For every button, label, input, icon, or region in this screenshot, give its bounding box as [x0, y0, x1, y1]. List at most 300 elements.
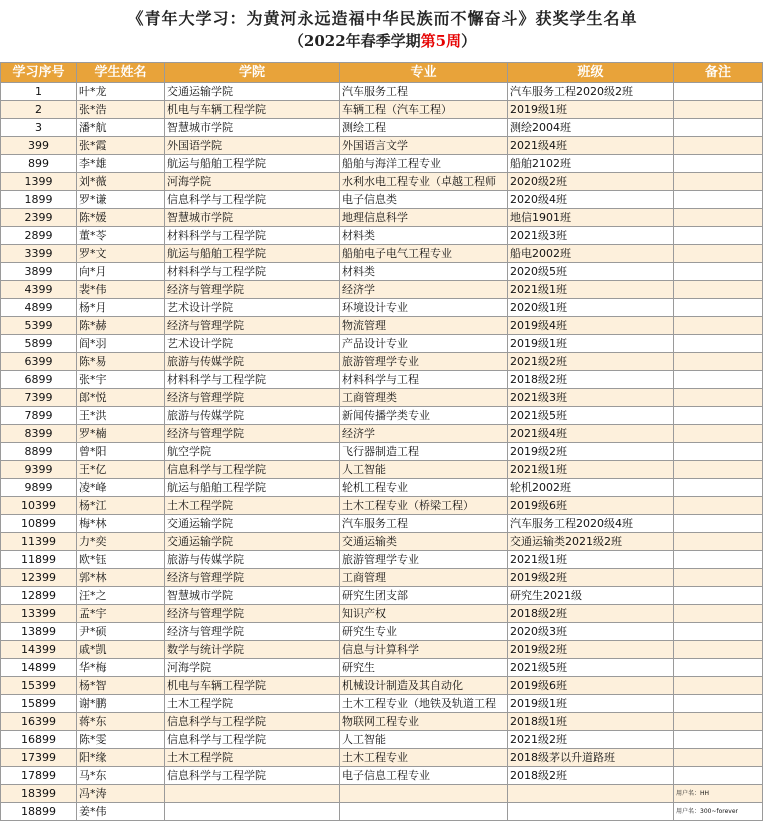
table-row [1, 371, 763, 389]
cell-note [674, 335, 763, 353]
winners-table [0, 62, 763, 821]
cell-seq: 4399 [1, 281, 77, 299]
cell-class: 2018级2班 [508, 605, 674, 623]
cell-name: 阎*羽 [77, 335, 165, 353]
table-row [1, 389, 763, 407]
cell-seq: 4899 [1, 299, 77, 317]
table-row [1, 335, 763, 353]
cell-seq: 9399 [1, 461, 77, 479]
cell-major: 机械设计制造及其自动化 [340, 677, 508, 695]
cell-note [674, 353, 763, 371]
cell-seq: 8399 [1, 425, 77, 443]
header-college: 学院 [165, 63, 340, 83]
cell-class: 2019级2班 [508, 569, 674, 587]
cell-major: 环境设计专业 [340, 299, 508, 317]
table-row [1, 155, 763, 173]
cell-note [674, 641, 763, 659]
cell-major: 知识产权 [340, 605, 508, 623]
cell-seq: 15399 [1, 677, 77, 695]
cell-class: 轮机2002班 [508, 479, 674, 497]
cell-class: 2019级6班 [508, 497, 674, 515]
cell-major: 新闻传播学类专业 [340, 407, 508, 425]
cell-class: 2021级1班 [508, 551, 674, 569]
cell-class: 测绘2004班 [508, 119, 674, 137]
cell-seq: 399 [1, 137, 77, 155]
cell-name: 蒋*东 [77, 713, 165, 731]
cell-name: 陈*赫 [77, 317, 165, 335]
cell-name: 罗*文 [77, 245, 165, 263]
cell-college: 材料科学与工程学院 [165, 371, 340, 389]
header-name: 学生姓名 [77, 63, 165, 83]
cell-college: 智慧城市学院 [165, 587, 340, 605]
cell-note [674, 461, 763, 479]
cell-note [674, 515, 763, 533]
cell-name: 陈*雯 [77, 731, 165, 749]
cell-name: 潘*航 [77, 119, 165, 137]
table-row [1, 551, 763, 569]
cell-note [674, 119, 763, 137]
cell-major: 轮机工程专业 [340, 479, 508, 497]
table-row [1, 569, 763, 587]
cell-college: 经济与管理学院 [165, 425, 340, 443]
cell-major [340, 785, 508, 803]
cell-name: 叶*龙 [77, 83, 165, 101]
cell-seq: 16399 [1, 713, 77, 731]
cell-seq: 12399 [1, 569, 77, 587]
cell-seq: 18899 [1, 803, 77, 821]
cell-name: 杨*月 [77, 299, 165, 317]
cell-note [674, 83, 763, 101]
cell-note [674, 533, 763, 551]
cell-major: 水利水电工程专业（卓越工程师 [340, 173, 508, 191]
cell-class: 汽车服务工程2020级2班 [508, 83, 674, 101]
cell-name: 冯*涛 [77, 785, 165, 803]
cell-seq: 7399 [1, 389, 77, 407]
cell-name: 阳*缘 [77, 749, 165, 767]
table-row [1, 209, 763, 227]
page-subtitle [0, 30, 765, 52]
cell-seq: 3 [1, 119, 77, 137]
table-row [1, 677, 763, 695]
cell-seq: 11899 [1, 551, 77, 569]
cell-class: 交通运输类2021级2班 [508, 533, 674, 551]
cell-note [674, 443, 763, 461]
cell-name: 王*洪 [77, 407, 165, 425]
table-row [1, 137, 763, 155]
cell-class: 2021级2班 [508, 353, 674, 371]
cell-major: 土木工程专业 [340, 749, 508, 767]
cell-college: 智慧城市学院 [165, 119, 340, 137]
cell-college: 经济与管理学院 [165, 623, 340, 641]
cell-college: 旅游与传媒学院 [165, 353, 340, 371]
cell-major: 研究生专业 [340, 623, 508, 641]
cell-college: 艺术设计学院 [165, 299, 340, 317]
cell-class [508, 803, 674, 821]
table-row [1, 263, 763, 281]
cell-name: 凌*峰 [77, 479, 165, 497]
cell-major: 土木工程专业（桥梁工程） [340, 497, 508, 515]
cell-name: 郭*林 [77, 569, 165, 587]
cell-note [674, 227, 763, 245]
cell-college: 航运与船舶工程学院 [165, 479, 340, 497]
table-row [1, 281, 763, 299]
table-row [1, 101, 763, 119]
cell-major: 测绘工程 [340, 119, 508, 137]
cell-name: 谢*鹏 [77, 695, 165, 713]
cell-note [674, 191, 763, 209]
cell-name: 张*宇 [77, 371, 165, 389]
cell-name: 戚*凯 [77, 641, 165, 659]
cell-name: 刘*薇 [77, 173, 165, 191]
cell-class: 2020级1班 [508, 299, 674, 317]
cell-college: 旅游与传媒学院 [165, 407, 340, 425]
cell-major: 物联网工程专业 [340, 713, 508, 731]
cell-name: 张*霞 [77, 137, 165, 155]
cell-college: 外国语学院 [165, 137, 340, 155]
header-class: 班级 [508, 63, 674, 83]
cell-note [674, 317, 763, 335]
cell-major: 电子信息类 [340, 191, 508, 209]
cell-seq: 17399 [1, 749, 77, 767]
cell-class: 2019级1班 [508, 695, 674, 713]
cell-college: 航空学院 [165, 443, 340, 461]
cell-major: 产品设计专业 [340, 335, 508, 353]
cell-seq: 17899 [1, 767, 77, 785]
cell-note [674, 479, 763, 497]
cell-major: 土木工程专业（地铁及轨道工程 [340, 695, 508, 713]
cell-major: 飞行器制造工程 [340, 443, 508, 461]
cell-note [674, 767, 763, 785]
cell-note [674, 551, 763, 569]
cell-college: 信息科学与工程学院 [165, 731, 340, 749]
cell-seq: 11399 [1, 533, 77, 551]
cell-college: 经济与管理学院 [165, 317, 340, 335]
table-row [1, 785, 763, 803]
table-row [1, 353, 763, 371]
table-row [1, 533, 763, 551]
cell-note [674, 587, 763, 605]
cell-major [340, 803, 508, 821]
cell-college: 信息科学与工程学院 [165, 767, 340, 785]
table-header-row [1, 63, 763, 83]
header-note: 备注 [674, 63, 763, 83]
cell-seq: 2899 [1, 227, 77, 245]
cell-name: 罗*楠 [77, 425, 165, 443]
table-row [1, 407, 763, 425]
cell-seq: 2399 [1, 209, 77, 227]
cell-major: 车辆工程（汽车工程） [340, 101, 508, 119]
cell-class: 船舶2102班 [508, 155, 674, 173]
cell-note [674, 263, 763, 281]
cell-seq: 5899 [1, 335, 77, 353]
cell-name: 孟*宇 [77, 605, 165, 623]
cell-college: 旅游与传媒学院 [165, 551, 340, 569]
cell-class: 2018级2班 [508, 371, 674, 389]
table-row [1, 695, 763, 713]
cell-college: 交通运输学院 [165, 515, 340, 533]
cell-note [674, 569, 763, 587]
cell-note [674, 623, 763, 641]
cell-name: 裴*伟 [77, 281, 165, 299]
cell-class [508, 785, 674, 803]
cell-college: 交通运输学院 [165, 533, 340, 551]
cell-college: 经济与管理学院 [165, 281, 340, 299]
cell-college: 航运与船舶工程学院 [165, 155, 340, 173]
cell-name: 郎*悦 [77, 389, 165, 407]
cell-major: 研究生团支部 [340, 587, 508, 605]
cell-name: 杨*江 [77, 497, 165, 515]
cell-class: 2018级茅以升道路班 [508, 749, 674, 767]
table-row [1, 227, 763, 245]
cell-college: 经济与管理学院 [165, 569, 340, 587]
week-highlight: 第5周 [420, 32, 462, 50]
cell-note [674, 137, 763, 155]
cell-seq: 13899 [1, 623, 77, 641]
cell-class: 2020级5班 [508, 263, 674, 281]
cell-name: 欧*钰 [77, 551, 165, 569]
header-major: 专业 [340, 63, 508, 83]
table-row [1, 425, 763, 443]
subtitle-prefix: （2022年春季学期 [288, 32, 421, 50]
cell-name: 马*东 [77, 767, 165, 785]
table-row [1, 83, 763, 101]
table-row [1, 173, 763, 191]
cell-name: 李*雄 [77, 155, 165, 173]
cell-college: 河海学院 [165, 659, 340, 677]
cell-class: 2019级6班 [508, 677, 674, 695]
cell-class: 2021级4班 [508, 425, 674, 443]
cell-note [674, 173, 763, 191]
cell-college: 土木工程学院 [165, 497, 340, 515]
cell-major: 汽车服务工程 [340, 515, 508, 533]
table-row [1, 119, 763, 137]
cell-major: 旅游管理学专业 [340, 353, 508, 371]
cell-college [165, 803, 340, 821]
cell-seq: 3899 [1, 263, 77, 281]
table-row [1, 605, 763, 623]
table-row [1, 731, 763, 749]
table-row [1, 245, 763, 263]
cell-class: 2021级3班 [508, 227, 674, 245]
cell-major: 交通运输类 [340, 533, 508, 551]
cell-note: 用户名：300~forever [674, 803, 763, 821]
cell-major: 材料科学与工程 [340, 371, 508, 389]
cell-major: 地理信息科学 [340, 209, 508, 227]
cell-class: 2021级4班 [508, 137, 674, 155]
table-row [1, 191, 763, 209]
cell-major: 人工智能 [340, 731, 508, 749]
cell-major: 汽车服务工程 [340, 83, 508, 101]
cell-name: 华*梅 [77, 659, 165, 677]
cell-class: 2019级2班 [508, 443, 674, 461]
table-row [1, 767, 763, 785]
cell-note [674, 407, 763, 425]
cell-college: 材料科学与工程学院 [165, 263, 340, 281]
cell-class: 2018级2班 [508, 767, 674, 785]
cell-seq: 14399 [1, 641, 77, 659]
cell-note [674, 281, 763, 299]
cell-seq: 6899 [1, 371, 77, 389]
cell-note [674, 371, 763, 389]
cell-seq: 14899 [1, 659, 77, 677]
cell-name: 汪*之 [77, 587, 165, 605]
cell-class: 2021级1班 [508, 461, 674, 479]
table-row [1, 803, 763, 821]
cell-seq: 3399 [1, 245, 77, 263]
table-row [1, 479, 763, 497]
table-row [1, 515, 763, 533]
cell-seq: 12899 [1, 587, 77, 605]
table-row [1, 659, 763, 677]
table-row [1, 641, 763, 659]
cell-college: 土木工程学院 [165, 749, 340, 767]
cell-name: 杨*智 [77, 677, 165, 695]
cell-college: 材料科学与工程学院 [165, 227, 340, 245]
cell-name: 董*苓 [77, 227, 165, 245]
table-row [1, 623, 763, 641]
cell-note [674, 389, 763, 407]
cell-college: 艺术设计学院 [165, 335, 340, 353]
cell-class: 2019级4班 [508, 317, 674, 335]
cell-major: 船舶与海洋工程专业 [340, 155, 508, 173]
cell-seq: 1399 [1, 173, 77, 191]
cell-seq: 7899 [1, 407, 77, 425]
cell-seq: 16899 [1, 731, 77, 749]
cell-class: 2019级1班 [508, 335, 674, 353]
cell-name: 罗*谦 [77, 191, 165, 209]
table-body [1, 83, 763, 821]
page-title: 《青年大学习：为黄河永远造福中华民族而不懈奋斗》获奖学生名单 [127, 9, 638, 28]
cell-major: 材料类 [340, 263, 508, 281]
cell-college: 经济与管理学院 [165, 605, 340, 623]
table-row [1, 317, 763, 335]
cell-note [674, 749, 763, 767]
table-row [1, 443, 763, 461]
cell-note [674, 731, 763, 749]
cell-major: 物流管理 [340, 317, 508, 335]
cell-class: 2021级1班 [508, 281, 674, 299]
cell-name: 姜*伟 [77, 803, 165, 821]
cell-major: 人工智能 [340, 461, 508, 479]
cell-college: 数学与统计学院 [165, 641, 340, 659]
cell-class: 2020级4班 [508, 191, 674, 209]
table-row [1, 749, 763, 767]
cell-note [674, 659, 763, 677]
cell-note [674, 245, 763, 263]
cell-college: 机电与车辆工程学院 [165, 677, 340, 695]
cell-note [674, 497, 763, 515]
cell-seq: 1899 [1, 191, 77, 209]
cell-note [674, 605, 763, 623]
table-row [1, 713, 763, 731]
subtitle-suffix: ） [461, 32, 477, 50]
cell-class: 船电2002班 [508, 245, 674, 263]
cell-college: 经济与管理学院 [165, 389, 340, 407]
table-row [1, 587, 763, 605]
cell-class: 2021级5班 [508, 659, 674, 677]
cell-college: 河海学院 [165, 173, 340, 191]
cell-class: 2019级1班 [508, 101, 674, 119]
cell-class: 2021级3班 [508, 389, 674, 407]
cell-major: 旅游管理学专业 [340, 551, 508, 569]
cell-major: 经济学 [340, 281, 508, 299]
cell-seq: 1 [1, 83, 77, 101]
cell-name: 力*奕 [77, 533, 165, 551]
cell-class: 2020级3班 [508, 623, 674, 641]
cell-major: 工商管理 [340, 569, 508, 587]
cell-name: 曾*阳 [77, 443, 165, 461]
cell-name: 陈*媛 [77, 209, 165, 227]
table-row [1, 497, 763, 515]
cell-seq: 13399 [1, 605, 77, 623]
cell-class: 汽车服务工程2020级4班 [508, 515, 674, 533]
cell-major: 经济学 [340, 425, 508, 443]
header-seq: 学习序号 [1, 63, 77, 83]
cell-name: 陈*易 [77, 353, 165, 371]
cell-major: 工商管理类 [340, 389, 508, 407]
cell-name: 向*月 [77, 263, 165, 281]
cell-note [674, 209, 763, 227]
cell-seq: 8899 [1, 443, 77, 461]
cell-major: 信息与计算科学 [340, 641, 508, 659]
cell-note [674, 425, 763, 443]
cell-college: 信息科学与工程学院 [165, 191, 340, 209]
cell-college: 土木工程学院 [165, 695, 340, 713]
cell-class: 2018级1班 [508, 713, 674, 731]
cell-class: 2019级2班 [508, 641, 674, 659]
cell-class: 2021级2班 [508, 731, 674, 749]
cell-class: 研究生2021级 [508, 587, 674, 605]
cell-college: 智慧城市学院 [165, 209, 340, 227]
cell-major: 电子信息工程专业 [340, 767, 508, 785]
cell-seq: 15899 [1, 695, 77, 713]
cell-note [674, 713, 763, 731]
cell-seq: 899 [1, 155, 77, 173]
cell-college: 航运与船舶工程学院 [165, 245, 340, 263]
cell-seq: 10399 [1, 497, 77, 515]
cell-college [165, 785, 340, 803]
cell-name: 尹*硕 [77, 623, 165, 641]
cell-note [674, 155, 763, 173]
cell-name: 张*浩 [77, 101, 165, 119]
cell-major: 外国语言文学 [340, 137, 508, 155]
cell-major: 材料类 [340, 227, 508, 245]
cell-college: 信息科学与工程学院 [165, 461, 340, 479]
cell-note [674, 677, 763, 695]
cell-college: 交通运输学院 [165, 83, 340, 101]
cell-note: 用户名：HH [674, 785, 763, 803]
cell-college: 信息科学与工程学院 [165, 713, 340, 731]
table-row [1, 461, 763, 479]
cell-note [674, 101, 763, 119]
cell-class: 2020级2班 [508, 173, 674, 191]
cell-major: 船舶电子电气工程专业 [340, 245, 508, 263]
cell-class: 2021级5班 [508, 407, 674, 425]
cell-seq: 9899 [1, 479, 77, 497]
cell-seq: 6399 [1, 353, 77, 371]
cell-note [674, 299, 763, 317]
cell-name: 王*亿 [77, 461, 165, 479]
cell-major: 研究生 [340, 659, 508, 677]
table-row [1, 299, 763, 317]
cell-note [674, 695, 763, 713]
cell-college: 机电与车辆工程学院 [165, 101, 340, 119]
cell-name: 梅*林 [77, 515, 165, 533]
cell-class: 地信1901班 [508, 209, 674, 227]
cell-seq: 10899 [1, 515, 77, 533]
cell-seq: 2 [1, 101, 77, 119]
cell-seq: 18399 [1, 785, 77, 803]
